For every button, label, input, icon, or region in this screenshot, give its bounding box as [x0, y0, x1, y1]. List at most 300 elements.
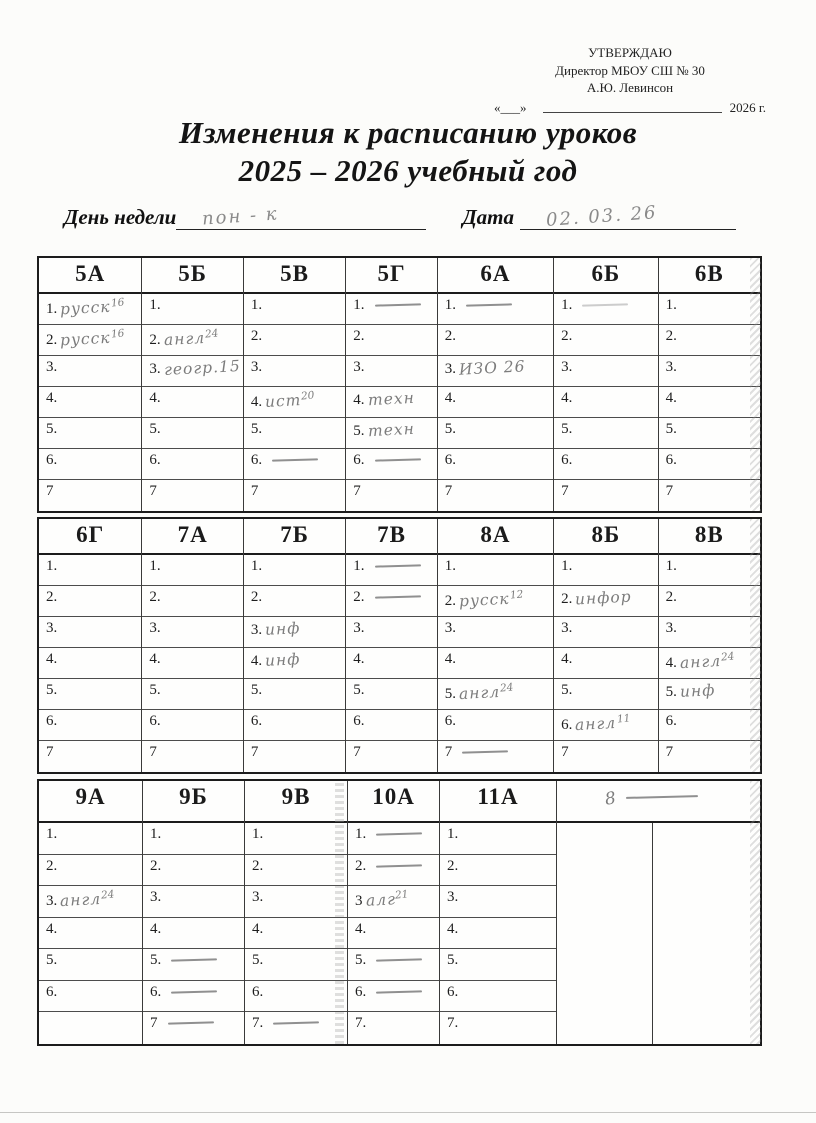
lesson-number: 7 — [444, 744, 453, 760]
lesson-cell — [348, 886, 439, 918]
lesson-number: 6. — [149, 452, 161, 468]
lesson-number: 7 — [46, 744, 54, 760]
lesson-number: 1. — [665, 297, 677, 313]
lesson-cell — [438, 617, 553, 648]
schedule-table-1 — [37, 256, 762, 513]
handwritten-dash — [167, 1022, 213, 1025]
lesson-cell — [554, 679, 657, 710]
page-title — [0, 114, 816, 190]
lesson-number: 2. — [665, 589, 677, 605]
lesson-number: 2. — [46, 332, 58, 348]
lesson-cell — [39, 710, 141, 741]
lesson-cell — [142, 325, 242, 356]
handwritten-entry: англ — [574, 713, 618, 735]
lesson-cell — [39, 648, 141, 679]
lesson-cell — [245, 823, 347, 855]
lesson-number: 2. — [444, 593, 457, 609]
lesson-cell — [554, 648, 657, 679]
lesson-cell — [244, 449, 345, 480]
lesson-number: 7 — [250, 744, 259, 760]
lesson-number: 2. — [561, 591, 573, 607]
lesson-number: 4. — [444, 390, 457, 406]
date-label: Дата — [462, 205, 514, 229]
lesson-number: 6. — [665, 452, 677, 468]
handwritten-dash — [462, 751, 508, 754]
class-column-10А — [348, 781, 440, 1044]
lesson-cell — [244, 648, 345, 679]
class-header: 8Б — [554, 519, 657, 555]
lesson-number: 4. — [444, 651, 457, 667]
lesson-number: 1. — [561, 297, 573, 313]
lesson-number: 2. — [150, 857, 162, 874]
lesson-cell — [244, 325, 345, 356]
lesson-cell — [438, 294, 553, 325]
lesson-number: 3. — [353, 620, 365, 636]
approval-block — [494, 44, 766, 116]
lesson-cell — [244, 356, 345, 387]
handwritten-entry: русск — [458, 589, 511, 611]
lesson-number: 2. — [46, 589, 58, 605]
lesson-number: 3. — [250, 359, 263, 375]
date-line — [520, 204, 736, 230]
handwritten-room-number: 20 — [300, 389, 316, 403]
lesson-cell — [554, 325, 657, 356]
lesson-cell — [142, 555, 242, 586]
lesson-cell — [244, 617, 345, 648]
lesson-number: 1. — [355, 826, 367, 842]
lesson-number: 4. — [665, 390, 677, 406]
lesson-number: 7 — [353, 483, 361, 499]
lesson-cell — [554, 710, 657, 741]
class-header: 5В — [244, 258, 345, 294]
lesson-number: 7 — [665, 483, 674, 499]
lesson-number: 5. — [665, 421, 677, 437]
lesson-number: 5. — [149, 682, 161, 698]
lesson-number: 6. — [444, 452, 457, 468]
lesson-cell — [438, 555, 553, 586]
lesson-number: 5. — [355, 952, 367, 968]
class-column-6В — [659, 258, 760, 511]
class-column-6Б — [554, 258, 658, 511]
lesson-cell — [348, 981, 439, 1013]
lesson-number: 1. — [149, 558, 161, 574]
empty-cell — [557, 823, 653, 1044]
handwritten-room-number: 21 — [394, 888, 410, 902]
lesson-cell — [39, 886, 142, 918]
lesson-cell — [39, 679, 141, 710]
lesson-number: 7 — [444, 483, 453, 499]
lesson-number: 2. — [353, 328, 365, 344]
schedule-table-2 — [37, 517, 762, 774]
handwritten-date: 02. 03. 26 — [545, 202, 659, 231]
lesson-cell — [142, 617, 242, 648]
lesson-number: 6. — [46, 452, 58, 468]
lesson-cell — [346, 449, 437, 480]
lesson-cell — [143, 949, 244, 981]
lesson-number: 5. — [250, 682, 263, 698]
handwritten-dash — [375, 459, 421, 462]
lesson-cell — [143, 918, 244, 950]
lesson-cell — [143, 981, 244, 1013]
lesson-number: 4. — [149, 651, 161, 667]
lesson-number: 1. — [665, 558, 677, 574]
lesson-number: 3. — [444, 620, 457, 636]
lesson-cell — [346, 387, 437, 418]
lesson-number: 3. — [46, 359, 58, 375]
lesson-number: 4. — [561, 390, 573, 406]
class-column-5Б — [142, 258, 243, 511]
lesson-number: 6. — [250, 452, 263, 468]
handwritten-entry: англ — [59, 889, 102, 911]
lesson-number: 3 — [355, 893, 363, 909]
lesson-number: 4. — [149, 390, 161, 406]
lesson-cell — [659, 617, 760, 648]
handwritten-entry: инфор — [574, 587, 633, 609]
lesson-cell — [39, 294, 141, 325]
lesson-cell — [346, 586, 437, 617]
lesson-cell — [346, 555, 437, 586]
lesson-number: 3. — [46, 620, 58, 636]
lesson-number: 1. — [447, 826, 459, 842]
lesson-number: 1. — [149, 297, 161, 313]
lesson-number: 7 — [150, 1015, 158, 1031]
lesson-number: 4. — [250, 653, 263, 669]
lesson-number: 4. — [353, 651, 365, 667]
lesson-cell — [39, 741, 141, 772]
lesson-number: 2. — [250, 328, 263, 344]
class-column-7А — [142, 519, 243, 772]
lesson-cell — [554, 741, 657, 772]
day-of-week-label: День недели — [64, 205, 177, 229]
lesson-cell — [142, 710, 242, 741]
lesson-number: 1. — [250, 558, 263, 574]
lesson-number: 1. — [353, 558, 365, 574]
lesson-cell — [554, 586, 657, 617]
class-column-6Г — [39, 519, 142, 772]
lesson-number: 7 — [353, 744, 361, 760]
class-column-7Б — [244, 519, 346, 772]
lesson-cell — [346, 325, 437, 356]
lesson-cell — [346, 648, 437, 679]
lesson-cell — [438, 356, 553, 387]
lesson-number: 6. — [561, 717, 573, 733]
lesson-cell — [440, 1012, 556, 1044]
lesson-number: 4. — [46, 390, 58, 406]
lesson-cell — [346, 480, 437, 511]
lesson-number: 1. — [353, 297, 365, 313]
lesson-cell — [659, 387, 760, 418]
lesson-number: 5. — [46, 952, 58, 968]
lesson-number: 2. — [561, 328, 573, 344]
lesson-number: 2. — [149, 589, 161, 605]
lesson-cell — [142, 648, 242, 679]
lesson-cell — [39, 387, 141, 418]
title-line-2: 2025 – 2026 учебный год — [238, 153, 578, 188]
lesson-cell — [440, 918, 556, 950]
lesson-number: 2. — [149, 332, 161, 348]
handwritten-dash — [375, 565, 421, 568]
handwritten-room-number: 24 — [720, 650, 735, 664]
class-header: 7Б — [244, 519, 345, 555]
class-column-9В — [245, 781, 348, 1044]
lesson-number: 5. — [444, 421, 457, 437]
lesson-number: 3. — [447, 889, 459, 905]
class-column-9Б — [143, 781, 245, 1044]
class-column-8А — [438, 519, 554, 772]
lesson-number: 7 — [561, 744, 569, 760]
handwritten-dash — [376, 990, 422, 993]
class-header: 5Г — [346, 258, 437, 294]
lesson-cell — [348, 918, 439, 950]
lesson-cell — [245, 981, 347, 1013]
lesson-cell — [348, 949, 439, 981]
lesson-cell — [659, 555, 760, 586]
handwritten-note: 8 — [603, 788, 618, 810]
lesson-number: 6. — [149, 713, 161, 729]
lesson-cell — [39, 617, 141, 648]
lesson-number: 2. — [665, 328, 677, 344]
lesson-number: 6. — [561, 452, 573, 468]
lesson-cell — [346, 679, 437, 710]
handwritten-entry: инф — [264, 650, 301, 670]
lesson-number: 3. — [46, 893, 58, 909]
lesson-number: 3. — [665, 620, 677, 636]
lesson-cell — [348, 1012, 439, 1044]
lesson-number: 6. — [150, 983, 162, 1000]
handwritten-entry: русск — [59, 328, 112, 350]
handwritten-entry: англ — [163, 328, 206, 350]
lesson-cell — [438, 710, 553, 741]
handwritten-entry: геогр.15 — [163, 357, 241, 379]
lesson-number: 1. — [561, 558, 573, 574]
lesson-number: 3. — [149, 620, 161, 636]
lesson-cell — [245, 1012, 347, 1044]
handwritten-room-number: 24 — [499, 681, 515, 695]
lesson-cell — [438, 586, 553, 617]
lesson-number: 3. — [150, 889, 162, 905]
handwritten-dash — [376, 959, 422, 962]
handwritten-dash — [376, 833, 422, 836]
handwritten-dash — [272, 459, 318, 462]
class-header: 7В — [346, 519, 437, 555]
lesson-cell — [244, 418, 345, 449]
lesson-number: 5. — [46, 421, 58, 437]
lesson-number: 7. — [252, 1015, 264, 1031]
lesson-number: 3. — [561, 620, 573, 636]
lesson-cell — [659, 325, 760, 356]
lesson-cell — [39, 325, 141, 356]
lesson-cell — [244, 294, 345, 325]
lesson-number: 6. — [250, 713, 263, 729]
lesson-number: 7 — [250, 483, 259, 499]
lesson-cell — [39, 855, 142, 887]
scan-edge-line — [0, 1112, 816, 1113]
approval-year: 2026 г. — [729, 99, 766, 115]
lesson-number: 2. — [46, 857, 58, 874]
lesson-number: 5. — [250, 421, 263, 437]
lesson-cell — [438, 648, 553, 679]
lesson-number: 7 — [665, 744, 674, 760]
lesson-cell — [142, 294, 242, 325]
class-column-8Б — [554, 519, 658, 772]
lesson-cell — [142, 356, 242, 387]
lesson-cell — [659, 710, 760, 741]
class-header: 5А — [39, 258, 141, 294]
lesson-number: 6. — [46, 713, 58, 729]
class-header: 8А — [438, 519, 553, 555]
lesson-number: 4. — [447, 920, 459, 937]
approval-day-quotes: «___» — [494, 99, 527, 115]
schedule-table-3 — [37, 779, 762, 1046]
lesson-cell — [244, 555, 345, 586]
handwritten-entry: англ — [679, 651, 722, 673]
lesson-number: 5. — [252, 952, 264, 968]
lesson-cell — [346, 617, 437, 648]
lesson-cell — [659, 418, 760, 449]
lesson-cell — [554, 387, 657, 418]
class-header: 9Б — [143, 781, 244, 823]
class-column-6А — [438, 258, 554, 511]
lesson-cell — [346, 356, 437, 387]
lesson-cell — [438, 679, 553, 710]
handwritten-day: пон - к — [201, 203, 280, 230]
lesson-number: 3. — [252, 889, 264, 905]
handwritten-entry: русск — [59, 297, 112, 319]
lesson-cell — [348, 823, 439, 855]
lesson-number: 7 — [561, 483, 569, 499]
lesson-number: 1. — [252, 826, 264, 842]
lesson-cell — [39, 949, 142, 981]
lesson-cell — [142, 449, 242, 480]
lesson-cell — [659, 294, 760, 325]
approval-director-name: А.Ю. Левинсон — [586, 80, 674, 96]
lesson-number: 3. — [149, 361, 161, 377]
lesson-cell — [554, 449, 657, 480]
handwritten-dash — [375, 596, 421, 599]
handwritten-dash — [171, 959, 217, 962]
lesson-number: 4. — [46, 651, 58, 667]
handwritten-dash — [375, 304, 421, 307]
title-line-1: Изменения к расписанию уроков — [178, 115, 638, 150]
lesson-cell — [659, 449, 760, 480]
class-column-5А — [39, 258, 142, 511]
approval-approve-word: УТВЕРЖДАЮ — [588, 45, 672, 60]
lesson-number: 1. — [250, 297, 263, 313]
lesson-cell — [244, 741, 345, 772]
lesson-cell — [39, 356, 141, 387]
lesson-number: 5. — [444, 686, 457, 702]
lesson-cell — [348, 855, 439, 887]
lesson-cell — [143, 823, 244, 855]
lesson-cell — [346, 741, 437, 772]
lesson-cell — [142, 480, 242, 511]
class-header: 11А — [440, 781, 556, 823]
empty-cell — [653, 823, 760, 1044]
lesson-cell — [142, 679, 242, 710]
class-column-5Г — [346, 258, 438, 511]
lesson-number: 5. — [46, 682, 58, 698]
lesson-cell — [440, 886, 556, 918]
class-header: 9В — [245, 781, 347, 823]
handwritten-dash — [273, 1022, 319, 1025]
lesson-cell — [244, 679, 345, 710]
handwritten-room-number: 12 — [508, 588, 524, 602]
class-header: 6Г — [39, 519, 141, 555]
lesson-number: 7. — [447, 1015, 459, 1031]
lesson-cell — [39, 1012, 142, 1044]
lesson-cell — [659, 480, 760, 511]
lesson-number: 6. — [252, 983, 264, 1000]
lesson-cell — [554, 294, 657, 325]
lesson-number: 3. — [250, 622, 263, 638]
lesson-number: 1. — [46, 826, 58, 842]
lesson-number: 7 — [149, 483, 157, 499]
handwritten-entry: инф — [264, 619, 301, 639]
lesson-cell — [346, 418, 437, 449]
lesson-cell — [39, 480, 141, 511]
lesson-cell — [659, 679, 760, 710]
lesson-number: 4. — [561, 651, 573, 667]
lesson-number: 7 — [46, 483, 54, 499]
lesson-cell — [244, 586, 345, 617]
lesson-cell — [142, 741, 242, 772]
lesson-cell — [143, 1012, 244, 1044]
handwritten-entry: ист — [264, 391, 302, 411]
lesson-cell — [554, 356, 657, 387]
lesson-cell — [39, 586, 141, 617]
class-column-7В — [346, 519, 438, 772]
handwritten-room-number: 16 — [110, 327, 125, 341]
lesson-cell — [346, 710, 437, 741]
lesson-number: 2. — [250, 589, 263, 605]
class-header: 7А — [142, 519, 242, 555]
lesson-cell — [438, 418, 553, 449]
lesson-number: 4. — [252, 920, 264, 937]
lesson-cell — [438, 387, 553, 418]
lesson-cell — [143, 886, 244, 918]
lesson-number: 5. — [561, 682, 573, 698]
lesson-cell — [143, 855, 244, 887]
handwritten-room-number: 24 — [100, 888, 116, 902]
handwritten-dash — [376, 864, 422, 867]
lesson-cell — [438, 325, 553, 356]
lesson-cell — [39, 981, 142, 1013]
lesson-number: 1. — [444, 297, 457, 313]
lesson-number: 5. — [353, 682, 365, 698]
handwritten-room-number: 11 — [615, 712, 631, 726]
lesson-number: 4. — [150, 920, 162, 937]
empty-columns-area — [557, 781, 760, 1044]
lesson-number: 2. — [447, 857, 459, 874]
lesson-number: 4. — [46, 920, 58, 937]
lesson-cell — [440, 855, 556, 887]
day-date-row — [64, 204, 736, 230]
lesson-cell — [440, 823, 556, 855]
lesson-cell — [659, 356, 760, 387]
lesson-number: 6. — [665, 713, 677, 729]
lesson-number: 1. — [46, 558, 58, 574]
lesson-cell — [245, 855, 347, 887]
handwritten-entry: техн — [367, 388, 415, 410]
lesson-cell — [554, 617, 657, 648]
lesson-cell — [39, 555, 141, 586]
lesson-number: 2. — [252, 857, 264, 874]
handwritten-dash — [582, 304, 628, 307]
handwritten-entry: англ — [458, 682, 501, 704]
lesson-cell — [142, 586, 242, 617]
lesson-number: 5. — [447, 952, 459, 968]
lesson-number: 2. — [353, 589, 365, 605]
